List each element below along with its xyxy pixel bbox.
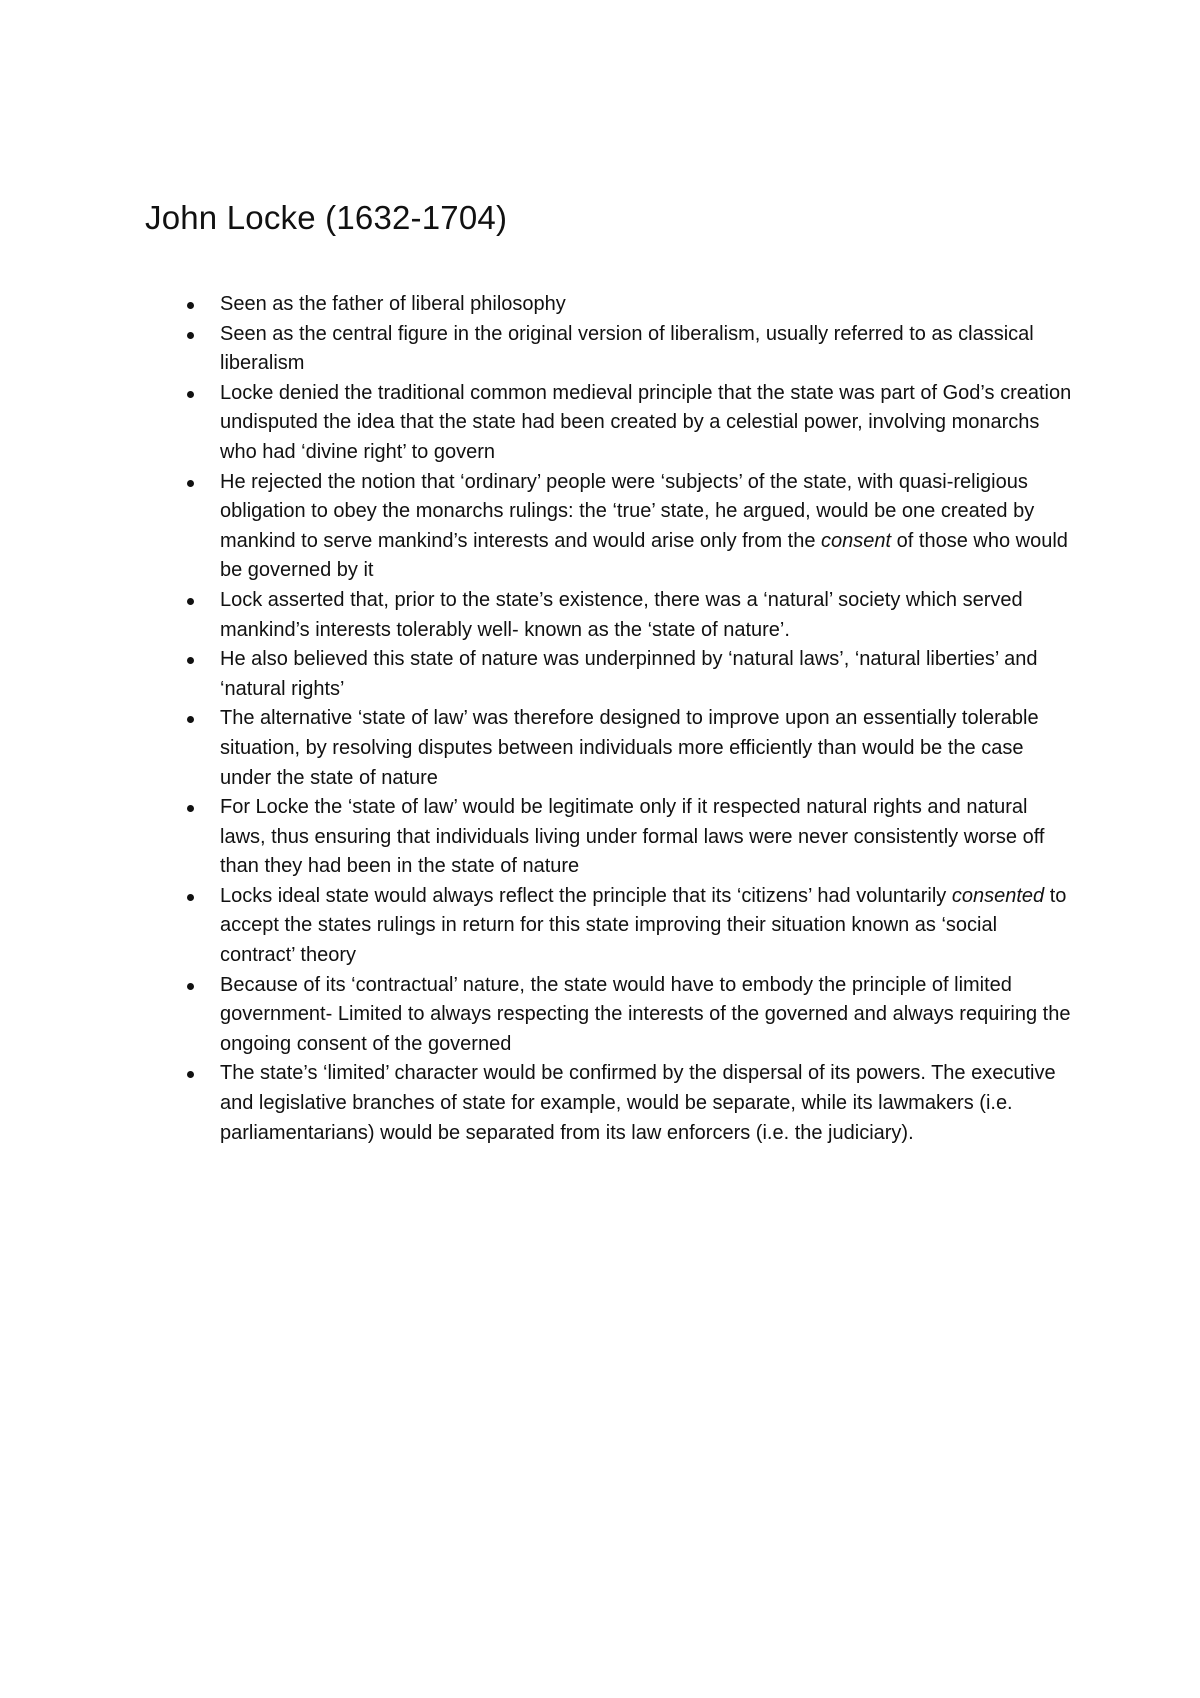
bullet-text: Seen as the father of liberal philosophy <box>220 293 566 315</box>
bullet-icon <box>187 657 194 664</box>
bullet-text: of those who would be governed by it <box>220 529 1068 582</box>
list-item <box>145 793 1075 882</box>
list-item <box>145 971 1075 1060</box>
list-item <box>145 1059 1075 1148</box>
bullet-text: The alternative ‘state of law’ was therefore designed to improve upon an essentially tolerable situation, by resolving disputes between individuals more efficiently than would be the case under the state of nature <box>220 707 1039 789</box>
bullet-list <box>145 290 1075 1148</box>
list-item <box>145 645 1075 704</box>
emphasis-text: consented <box>951 884 1045 907</box>
bullet-text: For Locke the ‘state of law’ would be legitimate only if it respected natural rights and natural laws, thus ensuring that individuals living under formal laws were never consistently worse off than they had been in the state of nature <box>220 796 1045 878</box>
bullet-text: Locke denied the traditional common medieval principle that the state was part of God’s creation undisputed the idea that the state had been created by a celestial power, involving monarchs who had ‘divine right’ to govern <box>220 381 1072 463</box>
bullet-text: He rejected the notion that ‘ordinary’ people were ‘subjects’ of the state, with quasi-religious obligation to obey the monarchs rulings: the ‘true’ state, he argued, would be one created by mankind to serve mankind’s interests and would arise only from the <box>220 470 1035 552</box>
bullet-icon <box>187 1071 194 1078</box>
emphasis-text: consent <box>821 529 892 552</box>
bullet-text: The state’s ‘limited’ character would be confirmed by the dispersal of its powers. The executive and legislative branches of state for example, would be separate, while its lawmakers (i.e. parliamentarians) would be separated from its law enforcers (i.e. the judiciary). <box>220 1062 1056 1144</box>
list-item <box>145 468 1075 586</box>
page-title: John Locke (1632-1704) <box>145 199 508 236</box>
bullet-icon <box>187 805 194 812</box>
bullet-icon <box>187 480 194 487</box>
bullet-text: Lock asserted that, prior to the state’s existence, there was a ‘natural’ society which served mankind’s interests tolerably well- known as the ‘state of nature’. <box>220 588 1023 641</box>
list-item <box>145 379 1075 468</box>
bullet-text: Seen as the central figure in the original version of liberalism, usually referred to as classical liberalism <box>220 322 1034 375</box>
list-item <box>145 320 1075 379</box>
bullet-icon <box>187 598 194 605</box>
list-item <box>145 290 1075 320</box>
bullet-text: Locks ideal state would always reflect the principle that its ‘citizens’ had voluntarily <box>220 884 952 907</box>
bullet-icon <box>187 716 194 723</box>
list-item <box>145 586 1075 645</box>
bullet-text: Because of its ‘contractual’ nature, the state would have to embody the principle of limited government- Limited to always respecting the interests of the governed and always requiring the ongoing consent of the governed <box>220 973 1071 1055</box>
bullet-text: He also believed this state of nature was underpinned by ‘natural laws’, ‘natural liberties’ and ‘natural rights’ <box>220 648 1038 700</box>
bullet-icon <box>187 894 194 901</box>
list-item <box>145 882 1075 971</box>
bullet-icon <box>187 391 194 398</box>
list-item <box>145 704 1075 793</box>
bullet-text: to accept the states rulings in return for this state improving their situation known as ‘social contract’ theory <box>220 884 1067 967</box>
bullet-icon <box>187 302 194 309</box>
bullet-icon <box>187 332 194 339</box>
bullet-icon <box>187 983 194 990</box>
